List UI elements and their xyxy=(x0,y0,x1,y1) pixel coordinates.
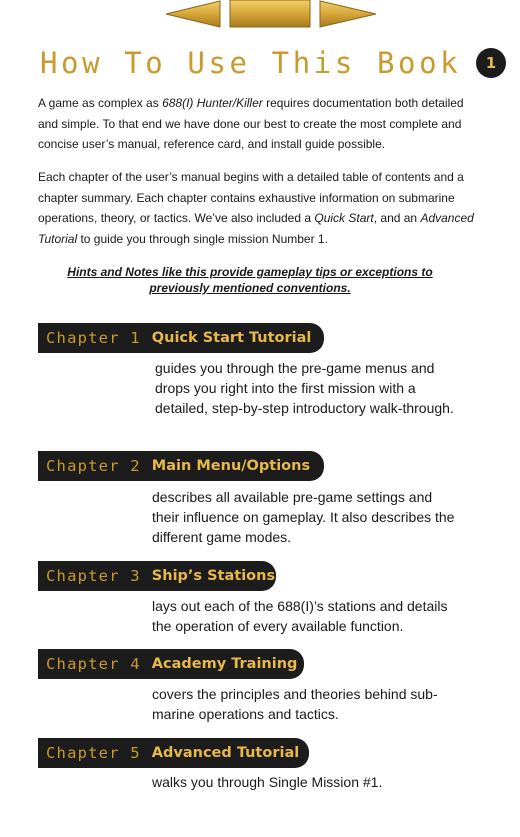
page-number-badge: 1 xyxy=(476,48,506,78)
chapter-number: Chapter 5 xyxy=(46,744,141,762)
next-page-arrow-icon[interactable] xyxy=(320,1,376,27)
chapter-name: Main Menu/Options xyxy=(151,458,311,474)
chapter-number: Chapter 1 xyxy=(46,329,141,347)
intro-paragraph-2: Each chapter of the user’s manual begins with a detailed table of contents and a chapter summary. Each chapter contains exhaustive information on submarine operations, theory, or tactics. We’ve also included a Quick Start, and an Advanced Tutorial to guide you through single mission Number 1. xyxy=(38,170,474,246)
prev-page-arrow-icon[interactable] xyxy=(166,1,220,27)
chapter-1-header[interactable] xyxy=(38,323,324,353)
chapter-3-description: lays out each of the 688(I)’s stations and details the operation of every available function. xyxy=(152,598,448,634)
intro-paragraph-1: A game as complex as 688(I) Hunter/Killer requires documentation both detailed and simple. To that end we have done our best to create the most complete and concise user’s manual, reference card, and install guide possible. xyxy=(38,96,464,151)
chapter-name: Advanced Tutorial xyxy=(151,745,300,761)
chapter-5-description: walks you through Single Mission #1. xyxy=(152,774,383,790)
chapter-number: Chapter 3 xyxy=(46,567,141,585)
chapter-3-header[interactable] xyxy=(38,561,276,591)
chapter-name: Quick Start Tutorial xyxy=(151,330,312,346)
chapter-2-description: describes all available pre-game settings and their influence on gameplay. It also describes the different game modes. xyxy=(152,489,455,545)
hint-note: Hints and Notes like this provide gameplay tips or exceptions to previously mentioned conventions. xyxy=(67,265,433,295)
chapter-4-description: covers the principles and theories behind sub-marine operations and tactics. xyxy=(152,686,438,722)
chapter-number: Chapter 2 xyxy=(46,457,141,475)
page-navigation xyxy=(164,0,378,28)
chapter-4-header[interactable] xyxy=(38,649,304,679)
chapter-name: Ship’s Stations xyxy=(151,568,276,584)
chapter-number: Chapter 4 xyxy=(46,655,141,673)
chapter-5-header[interactable] xyxy=(38,738,309,768)
chapter-2-header[interactable] xyxy=(38,451,324,481)
home-icon[interactable] xyxy=(230,0,310,27)
page-title: How To Use This Book xyxy=(40,46,462,80)
chapter-name: Academy Training xyxy=(151,656,298,672)
chapter-1-description: guides you through the pre-game menus and drops you right into the first mission with a detailed, step-by-step introductory walk-through. xyxy=(155,360,454,416)
